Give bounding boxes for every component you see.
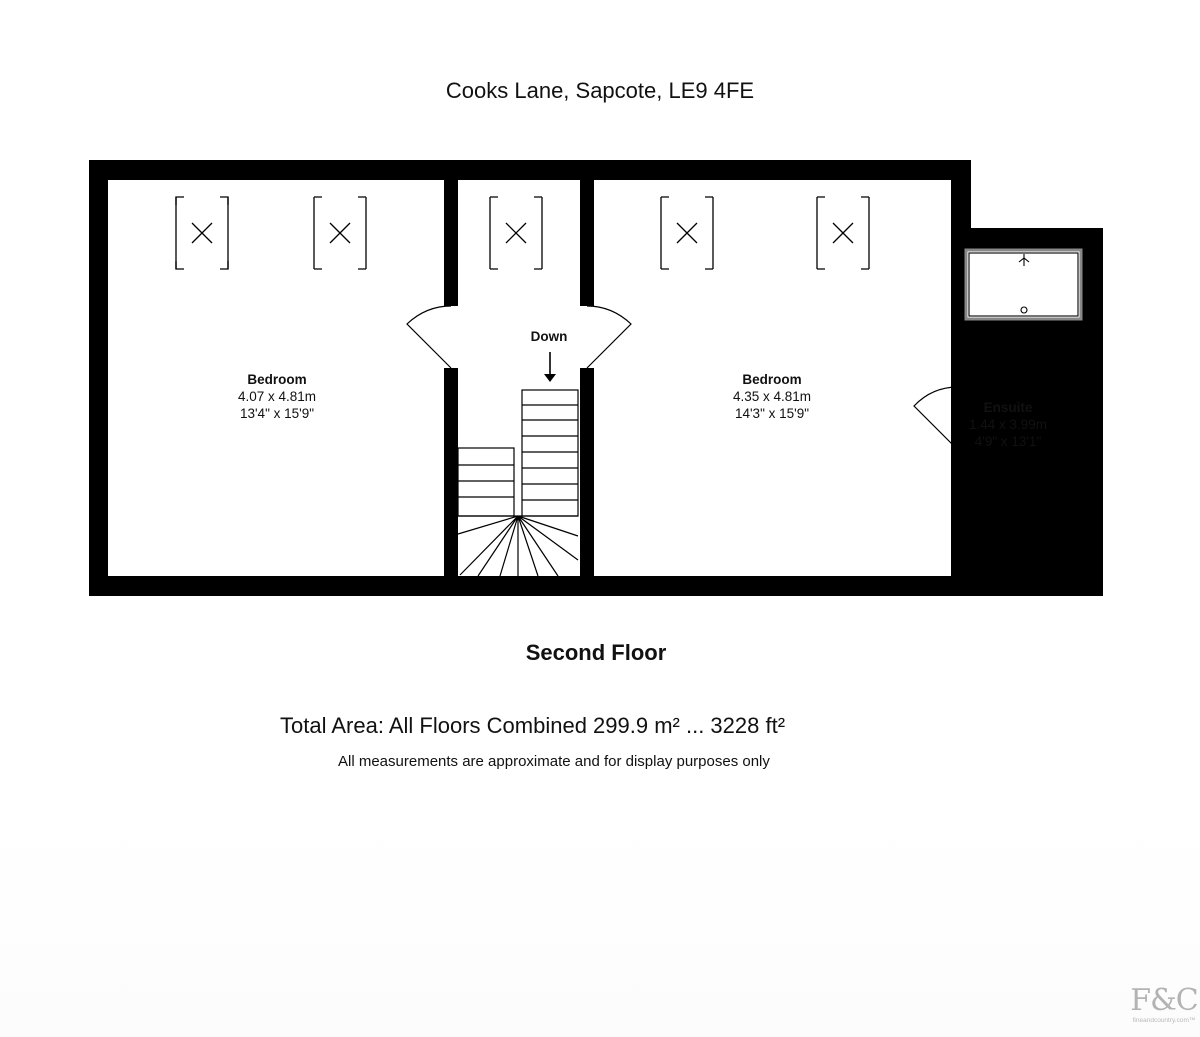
ensuite-wall-bottom — [951, 576, 1103, 596]
skylight-icon — [661, 197, 713, 269]
total-area: Total Area: All Floors Combined 299.9 m² ... 3228 ft² — [280, 713, 786, 738]
room-size-imperial: 4'9" x 13'1" — [974, 434, 1042, 449]
room-name: Bedroom — [247, 372, 307, 387]
room-label-bedroom-2 — [707, 371, 837, 422]
disclaimer: All measurements are approximate and for display purposes only — [338, 753, 770, 770]
logo-url: fineandcountry.com™ — [1132, 1017, 1196, 1024]
floor-name: Second Floor — [525, 640, 667, 665]
room-size-imperial: 13'4" x 15'9" — [239, 406, 315, 421]
ensuite-wall-left-upper — [951, 180, 965, 387]
stairs-direction-label: Down — [530, 329, 568, 344]
room-size-metric: 1.44 x 3.99m — [968, 417, 1048, 432]
door-swing-left — [407, 306, 451, 368]
landing-wall-left-lower — [444, 368, 458, 576]
ensuite-wall-top — [951, 228, 1103, 248]
ensuite-wall-left-lower — [951, 450, 965, 576]
door-swing-right — [587, 306, 631, 368]
shower-tray-icon — [966, 250, 1081, 319]
landing-wall-right-lower — [580, 368, 594, 576]
property-address: Cooks Lane, Sapcote, LE9 4FE — [445, 78, 755, 103]
brand-logo — [1128, 985, 1200, 1025]
skylight-icon — [817, 197, 869, 269]
winder-steps — [458, 516, 578, 576]
room-label-bedroom-1 — [212, 371, 342, 422]
skylights — [176, 197, 869, 269]
room-size-imperial: 14'3" x 15'9" — [734, 406, 810, 421]
room-name: Bedroom — [742, 372, 802, 387]
room-size-metric: 4.07 x 4.81m — [237, 389, 317, 404]
staircase — [458, 352, 578, 576]
landing-wall-left-upper — [444, 180, 458, 306]
down-arrowhead-icon — [544, 374, 556, 382]
skylight-icon — [490, 197, 542, 269]
doors — [407, 306, 958, 450]
skylight-icon — [176, 197, 228, 269]
room-name: Ensuite — [983, 400, 1033, 415]
landing-wall-right-upper — [580, 180, 594, 306]
upper-flight — [522, 390, 578, 516]
lower-flight — [458, 448, 514, 516]
logo-mark: F&C — [1130, 983, 1198, 1018]
room-size-metric: 4.35 x 4.81m — [732, 389, 812, 404]
ensuite-wall-right — [1083, 228, 1103, 596]
room-label-ensuite — [958, 399, 1058, 450]
skylight-icon — [314, 197, 366, 269]
